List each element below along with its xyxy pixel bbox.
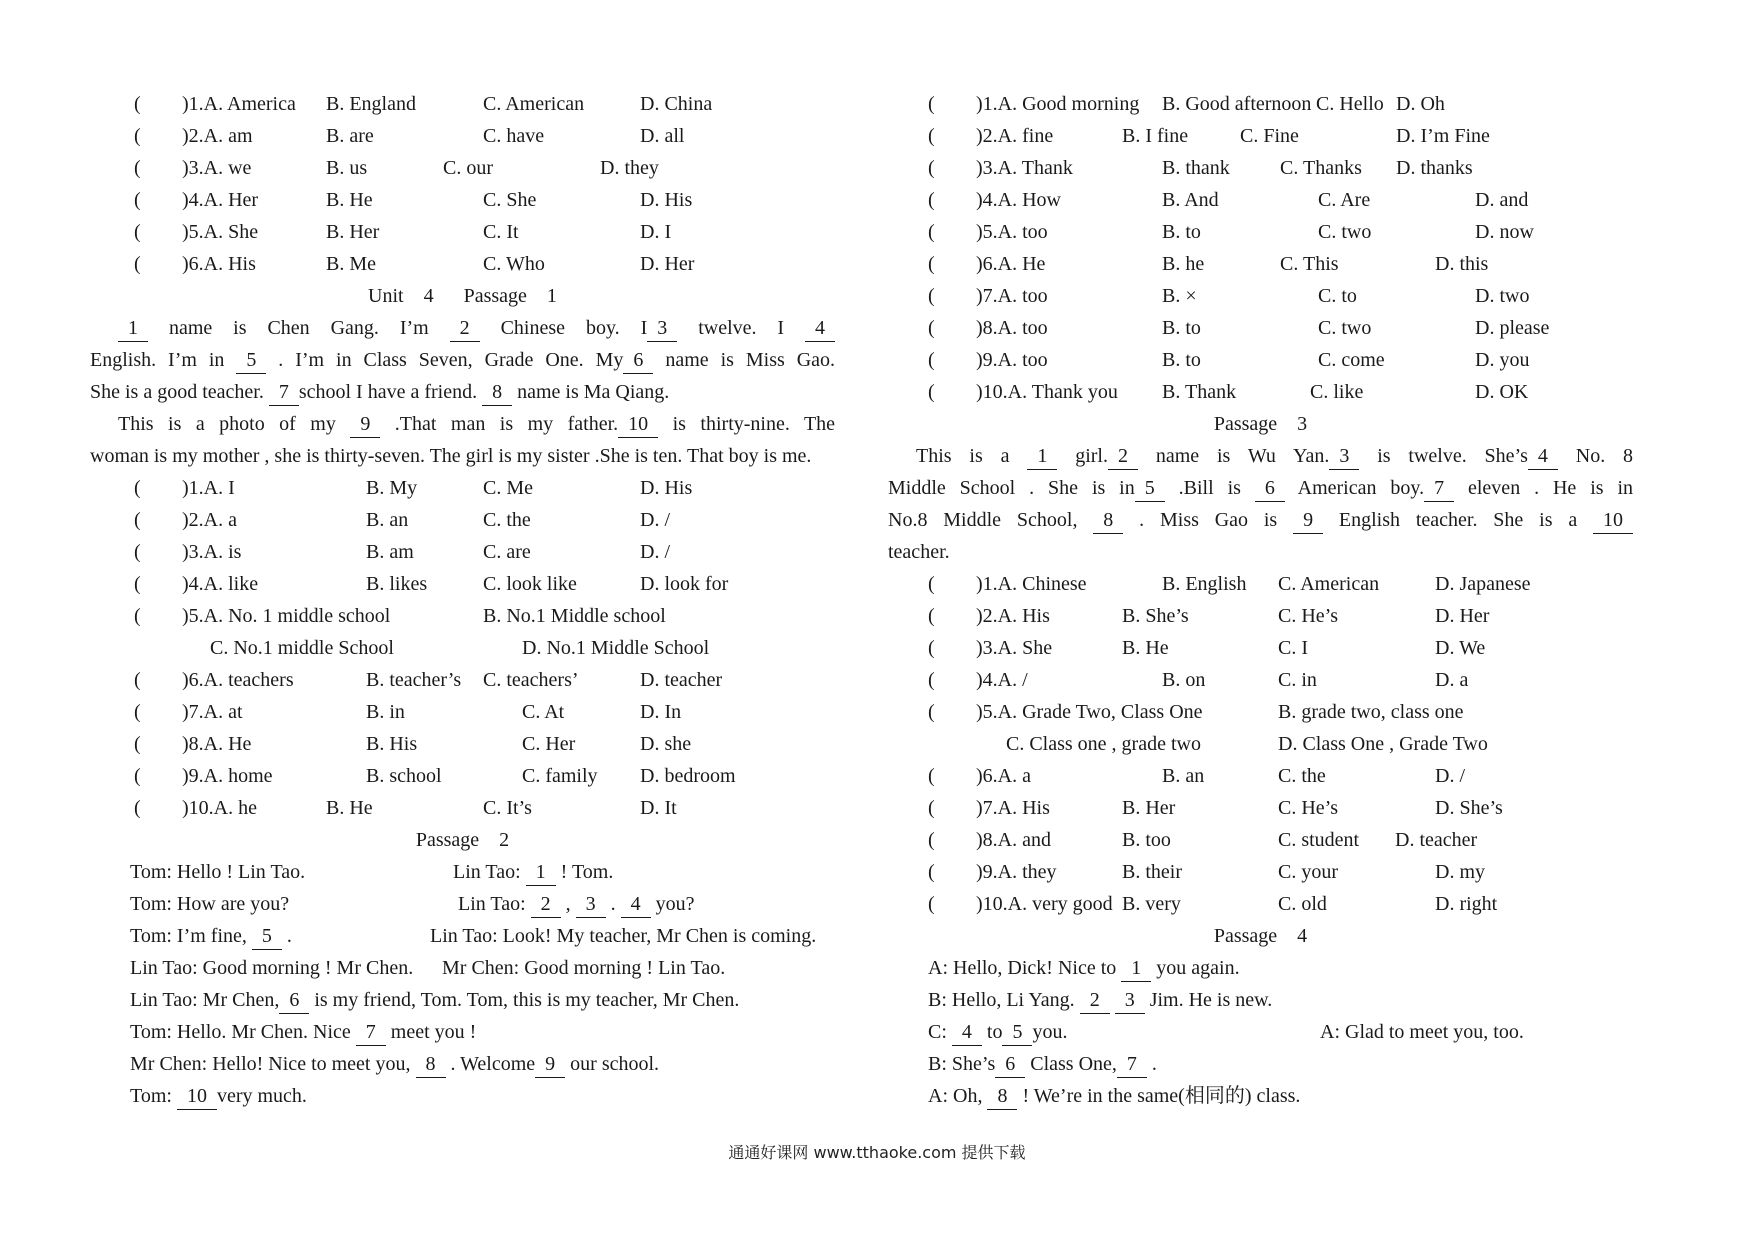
blank[interactable]: 5	[252, 923, 282, 950]
option-c: C. Are	[1318, 189, 1371, 211]
question-row	[90, 472, 835, 504]
option-d: D. Her	[640, 253, 695, 275]
option-c: C. in	[1278, 669, 1317, 691]
answer-paren[interactable]: (	[928, 829, 935, 851]
blank[interactable]: 1	[118, 315, 148, 342]
option-a: )2.A. a	[182, 509, 237, 531]
option-d: D. teacher	[1395, 829, 1478, 851]
question-row	[888, 888, 1633, 920]
question-row	[888, 600, 1633, 632]
question-row	[90, 600, 835, 632]
option-a: )9.A. they	[976, 861, 1057, 883]
passage1-questions	[90, 472, 835, 600]
answer-paren[interactable]: (	[134, 189, 141, 211]
blank[interactable]: 3	[576, 891, 606, 918]
question-row	[888, 856, 1633, 888]
option-a: )5.A. She	[182, 221, 259, 243]
answer-paren[interactable]: (	[134, 541, 141, 563]
answer-paren[interactable]: (	[928, 381, 935, 403]
question-row	[90, 664, 835, 696]
blank[interactable]: 10	[177, 1083, 217, 1110]
option-b: B. very	[1122, 893, 1181, 915]
option-c: C. It	[483, 221, 519, 243]
question-row	[888, 664, 1633, 696]
blank[interactable]: 3	[1329, 443, 1359, 470]
question-row	[888, 88, 1633, 120]
option-a: )3.A. Thank	[976, 157, 1073, 179]
blank[interactable]: 7	[356, 1019, 386, 1046]
option-c: C. student	[1278, 829, 1360, 851]
blank[interactable]: 2	[1080, 987, 1110, 1014]
option-c: C. Fine	[1240, 125, 1299, 147]
option-b: B. grade two, class one	[1278, 701, 1464, 723]
passage3-questions	[888, 568, 1633, 696]
blank[interactable]: 8	[416, 1051, 446, 1078]
answer-paren[interactable]: (	[928, 797, 935, 819]
option-d: D. she	[640, 733, 692, 755]
answer-paren[interactable]: (	[928, 861, 935, 883]
option-d: D. China	[640, 93, 713, 115]
blank[interactable]: 6	[623, 347, 653, 374]
option-b: B. school	[366, 765, 442, 787]
option-b: B. thank	[1162, 157, 1230, 179]
option-d: D. a	[1435, 669, 1469, 691]
option-b: B. He	[1122, 637, 1169, 659]
option-a: )6.A. teachers	[182, 669, 294, 691]
option-a: )10.A. he	[182, 797, 257, 819]
blank[interactable]: 5	[1135, 475, 1165, 502]
option-a: )7.A. too	[976, 285, 1048, 307]
option-c: C. look like	[483, 573, 577, 595]
option-b: B. he	[1162, 253, 1205, 275]
answer-paren[interactable]: (	[928, 125, 935, 147]
passage4-heading: Passage 4	[1213, 925, 1308, 947]
blank[interactable]: 4	[621, 891, 651, 918]
option-d: D. this	[1435, 253, 1489, 275]
answer-paren[interactable]: (	[134, 221, 141, 243]
option-d: D. Her	[1435, 605, 1490, 627]
option-a: )2.A. fine	[976, 125, 1054, 147]
option-c: C. She	[483, 189, 537, 211]
option-c: C. have	[483, 125, 545, 147]
question-row	[888, 696, 1633, 728]
option-c: C. two	[1318, 221, 1372, 243]
option-d: D. thanks	[1396, 157, 1473, 179]
option-d: D. bedroom	[640, 765, 736, 787]
option-d: D. teacher	[640, 669, 723, 691]
option-b: B. I fine	[1122, 125, 1189, 147]
blank[interactable]: 9	[1293, 507, 1323, 534]
option-d: D. all	[640, 125, 685, 147]
option-b: B. Good afternoon	[1162, 93, 1312, 115]
option-b: B. ×	[1162, 285, 1197, 307]
passage1-text: 1 name is Chen Gang. I’m 2 Chinese boy. I 3 twelve. I 4 English. I’m in 5 . I’m in Class Seven, Grade One. My 6 name is Miss Gao. She is a good teacher. 7 school I have a friend. 8 name is Ma Qiang. This is a photo of my 9 .That man is my father. 10 is thirty-nine. The woman is my mother , she is thirty-seven. The girl is my sister .She is ten. That boy is me.	[90, 317, 836, 467]
option-c: C. It’s	[483, 797, 532, 819]
footer-credit: 通通好课网 www.tthaoke.com 提供下载	[728, 1143, 1026, 1162]
option-d: D. /	[640, 509, 670, 531]
answer-paren[interactable]: (	[928, 157, 935, 179]
blank[interactable]: 10	[618, 411, 658, 438]
option-a: )8.A. and	[976, 829, 1051, 851]
option-a: )6.A. His	[182, 253, 256, 275]
option-b: B. He	[326, 797, 373, 819]
question-row	[90, 728, 835, 760]
option-c: C. I	[1278, 637, 1308, 659]
option-d: D. my	[1435, 861, 1485, 883]
option-d: D. Japanese	[1435, 573, 1531, 595]
blank[interactable]: 4	[952, 1019, 982, 1046]
blank[interactable]: 8	[987, 1083, 1017, 1110]
option-c: C. Her	[522, 733, 576, 755]
option-a: )3.A. She	[976, 637, 1053, 659]
option-a: )7.A. at	[182, 701, 243, 723]
answer-paren[interactable]: (	[928, 637, 935, 659]
answer-paren[interactable]: (	[928, 189, 935, 211]
question-row	[888, 792, 1633, 824]
option-c: C. Thanks	[1280, 157, 1362, 179]
option-b: B. likes	[366, 573, 428, 595]
option-d: D. two	[1475, 285, 1530, 307]
question-row	[888, 248, 1633, 280]
option-a: )1.A. Good morning	[976, 93, 1140, 115]
option-a: )8.A. He	[182, 733, 252, 755]
option-c: C. are	[483, 541, 531, 563]
option-d: D. right	[1435, 893, 1498, 915]
blank[interactable]: 9	[350, 411, 380, 438]
option-a: )2.A. am	[182, 125, 253, 147]
blank[interactable]: 1	[1027, 443, 1057, 470]
option-a: )1.A. Chinese	[976, 573, 1087, 595]
option-a: )5.A. Grade Two, Class One	[976, 701, 1203, 723]
question-row	[888, 184, 1633, 216]
passage3-heading: Passage 3	[1213, 413, 1308, 435]
left-column	[90, 88, 835, 1112]
answer-paren[interactable]: (	[134, 701, 141, 723]
answer-paren[interactable]: (	[928, 221, 935, 243]
option-d: D. please	[1475, 317, 1550, 339]
option-d: D. In	[640, 701, 682, 723]
option-a: )10.A. Thank you	[976, 381, 1118, 403]
option-b: B. And	[1162, 189, 1219, 211]
option-b: B. their	[1122, 861, 1182, 883]
option-d: D. OK	[1475, 381, 1529, 403]
option-c: C. two	[1318, 317, 1372, 339]
blank[interactable]: 2	[531, 891, 561, 918]
option-c: C. Me	[483, 477, 533, 499]
option-a: )4.A. How	[976, 189, 1061, 211]
passage2-dialogue: Tom: Hello ! Lin Tao. Lin Tao: 1 ! Tom. Tom: How are you? Lin Tao: 2 , 3 . 4 you? Tom: I’m fine, 5 . Lin Tao: Look! My teacher, Mr Chen is coming. Lin Tao: Good morning ! Mr Chen. Mr Chen: Good morning ! Lin Tao. Lin Tao: Mr Chen, 6 is my friend, Tom. Tom, this is my teacher, Mr Chen. Tom: Hello. Mr Chen. Nice 7 meet you ! Mr Chen: Hello! Nice to meet you, 8 . Welcome 9 our school. Tom: 10 very much.	[90, 856, 835, 1112]
option-d: D. His	[640, 189, 693, 211]
option-c: C. family	[522, 765, 598, 787]
blank[interactable]: 3	[1115, 987, 1145, 1014]
option-d: D. /	[640, 541, 670, 563]
question-row	[90, 88, 835, 120]
option-d: D. It	[640, 797, 677, 819]
option-c: C. the	[1278, 765, 1326, 787]
option-c: C. American	[1278, 573, 1380, 595]
question-row	[888, 216, 1633, 248]
option-d: D. She’s	[1435, 797, 1503, 819]
answer-paren[interactable]: (	[134, 797, 141, 819]
answer-paren[interactable]: (	[928, 349, 935, 371]
option-c: C. He’s	[1278, 797, 1338, 819]
option-b: B. Me	[326, 253, 376, 275]
answer-paren[interactable]: (	[134, 733, 141, 755]
option-b: B. are	[326, 125, 374, 147]
answer-paren[interactable]: (	[134, 765, 141, 787]
passage3-question-5	[888, 696, 1633, 760]
option-a: )6.A. He	[976, 253, 1046, 275]
answer-paren[interactable]: (	[928, 253, 935, 275]
blank[interactable]: 10	[1593, 507, 1633, 534]
blank[interactable]: 7	[269, 379, 299, 406]
option-a: )8.A. too	[976, 317, 1048, 339]
option-c: C. the	[483, 509, 531, 531]
question-row	[90, 792, 835, 824]
question-row-continued	[90, 632, 835, 664]
question-row	[888, 120, 1633, 152]
option-b: B. to	[1162, 349, 1201, 371]
option-a: )2.A. His	[976, 605, 1050, 627]
question-row	[90, 248, 835, 280]
option-c: C. old	[1278, 893, 1327, 915]
unit-questions	[90, 88, 835, 280]
blank[interactable]: 1	[526, 859, 556, 886]
question-row	[888, 152, 1633, 184]
question-row	[888, 376, 1633, 408]
blank[interactable]: 5	[1002, 1019, 1032, 1046]
option-d: D. they	[600, 157, 659, 179]
blank[interactable]: 6	[995, 1051, 1025, 1078]
passage1-question-5	[90, 600, 835, 664]
blank[interactable]: 5	[236, 347, 266, 374]
answer-paren[interactable]: (	[928, 605, 935, 627]
option-d: D. look for	[640, 573, 729, 595]
option-a: )9.A. home	[182, 765, 273, 787]
option-b: B. My	[366, 477, 418, 499]
option-b: B. She’s	[1122, 605, 1189, 627]
option-d: D. Class One , Grade Two	[1278, 733, 1488, 755]
question-row	[90, 184, 835, 216]
option-d: D. Oh	[1396, 93, 1445, 115]
blank[interactable]: 2	[450, 315, 480, 342]
option-a: )5.A. No. 1 middle school	[182, 605, 391, 627]
blank[interactable]: 4	[1528, 443, 1558, 470]
blank[interactable]: 6	[279, 987, 309, 1014]
question-row	[888, 632, 1633, 664]
blank[interactable]: 7	[1424, 475, 1454, 502]
option-a: )9.A. too	[976, 349, 1048, 371]
option-a: )4.A. /	[976, 669, 1028, 691]
option-a: )3.A. we	[182, 157, 252, 179]
option-d: D. you	[1475, 349, 1530, 371]
option-c: C. Who	[483, 253, 545, 275]
option-d: D. We	[1435, 637, 1486, 659]
question-row	[90, 760, 835, 792]
option-b: B. No.1 Middle school	[483, 605, 666, 627]
passage4-dialogue: A: Hello, Dick! Nice to 1 you again. B: Hello, Li Yang. 2 3 Jim. He is new. C: 4 to 5 you. A: Glad to meet you, too. B: She’s 6 Class One, 7 . A: Oh, 8 ! We’re in the same(相同的) class.	[888, 952, 1633, 1112]
blank[interactable]: 7	[1117, 1051, 1147, 1078]
blank[interactable]: 4	[805, 315, 835, 342]
question-row	[90, 216, 835, 248]
answer-paren[interactable]: (	[134, 253, 141, 275]
question-row	[888, 344, 1633, 376]
answer-paren[interactable]: (	[928, 765, 935, 787]
question-row	[90, 120, 835, 152]
passage1-questions-b	[90, 664, 835, 824]
option-a: )10.A. very good	[976, 893, 1113, 915]
answer-paren[interactable]: (	[134, 157, 141, 179]
option-c: C. No.1 middle School	[210, 637, 394, 659]
passage3-text: This is a 1 girl. 2 name is Wu Yan. 3 is twelve. She’s 4 No. 8 Middle School . She is in 5 .Bill is 6 American boy. 7 eleven . He is in No.8 Middle School, 8 . Miss Gao is 9 English teacher. She is a 10 teacher.	[888, 445, 1634, 563]
option-b: B. Her	[1122, 797, 1176, 819]
answer-paren[interactable]: (	[134, 605, 141, 627]
passage2-heading: Passage 2	[415, 829, 510, 851]
passage2-questions	[888, 88, 1633, 408]
answer-paren[interactable]: (	[134, 509, 141, 531]
option-a: )3.A. is	[182, 541, 242, 563]
blank[interactable]: 8	[482, 379, 512, 406]
option-b: B. Her	[326, 221, 380, 243]
unit-heading: Unit 4 Passage 1	[368, 285, 557, 307]
blank[interactable]: 6	[1255, 475, 1285, 502]
right-column	[888, 88, 1633, 1112]
option-b: B. English	[1162, 573, 1247, 595]
option-d: D. /	[1435, 765, 1465, 787]
option-b: B. am	[366, 541, 414, 563]
answer-paren[interactable]: (	[134, 125, 141, 147]
question-row	[888, 312, 1633, 344]
answer-paren[interactable]: (	[928, 669, 935, 691]
question-row	[888, 760, 1633, 792]
option-b: B. an	[366, 509, 409, 531]
option-a: )4.A. Her	[182, 189, 259, 211]
option-d: D. and	[1475, 189, 1529, 211]
option-c: C. come	[1318, 349, 1385, 371]
question-row	[888, 824, 1633, 856]
option-d: D. His	[640, 477, 693, 499]
blank[interactable]: 9	[535, 1051, 565, 1078]
option-c: C. American	[483, 93, 585, 115]
option-c: C. like	[1310, 381, 1364, 403]
answer-paren[interactable]: (	[134, 573, 141, 595]
answer-paren[interactable]: (	[928, 285, 935, 307]
option-b: B. us	[326, 157, 368, 179]
option-c: C. our	[443, 157, 493, 179]
blank[interactable]: 1	[1121, 955, 1151, 982]
option-b: B. Thank	[1162, 381, 1237, 403]
question-row	[90, 504, 835, 536]
question-row	[888, 280, 1633, 312]
option-b: B. to	[1162, 221, 1201, 243]
option-a: )1.A. America	[182, 93, 296, 115]
option-b: B. an	[1162, 765, 1205, 787]
option-c: C. teachers’	[483, 669, 579, 691]
answer-paren[interactable]: (	[928, 701, 935, 723]
blank[interactable]: 3	[647, 315, 677, 342]
answer-paren[interactable]: (	[134, 669, 141, 691]
option-b: B. on	[1162, 669, 1206, 691]
option-c: C. This	[1280, 253, 1339, 275]
option-c: C. At	[522, 701, 565, 723]
answer-paren[interactable]: (	[928, 93, 935, 115]
option-c: C. Hello	[1316, 93, 1384, 115]
option-a: )5.A. too	[976, 221, 1048, 243]
option-a: )6.A. a	[976, 765, 1031, 787]
option-a: )7.A. His	[976, 797, 1050, 819]
option-b: B. England	[326, 93, 416, 115]
question-row	[90, 536, 835, 568]
answer-paren[interactable]: (	[928, 317, 935, 339]
question-row-continued	[888, 728, 1633, 760]
option-d: D. No.1 Middle School	[522, 637, 710, 659]
option-b: B. teacher’s	[366, 669, 462, 691]
option-a: )1.A. I	[182, 477, 235, 499]
option-b: B. His	[366, 733, 418, 755]
passage3-questions-b	[888, 760, 1633, 920]
question-row	[90, 696, 835, 728]
option-b: B. in	[366, 701, 405, 723]
option-d: D. now	[1475, 221, 1534, 243]
answer-paren[interactable]: (	[928, 893, 935, 915]
option-c: C. your	[1278, 861, 1338, 883]
question-row	[90, 568, 835, 600]
option-b: B. He	[326, 189, 373, 211]
option-c: C. He’s	[1278, 605, 1338, 627]
question-row	[90, 152, 835, 184]
answer-paren[interactable]: (	[134, 477, 141, 499]
option-b: B. too	[1122, 829, 1171, 851]
question-row	[888, 568, 1633, 600]
option-d: D. I	[640, 221, 672, 243]
option-c: C. Class one , grade two	[1006, 733, 1201, 755]
option-a: )4.A. like	[182, 573, 259, 595]
option-d: D. I’m Fine	[1396, 125, 1490, 147]
blank[interactable]: 8	[1093, 507, 1123, 534]
option-b: B. to	[1162, 317, 1201, 339]
blank[interactable]: 2	[1108, 443, 1138, 470]
answer-paren[interactable]: (	[928, 573, 935, 595]
answer-paren[interactable]: (	[134, 93, 141, 115]
option-c: C. to	[1318, 285, 1357, 307]
